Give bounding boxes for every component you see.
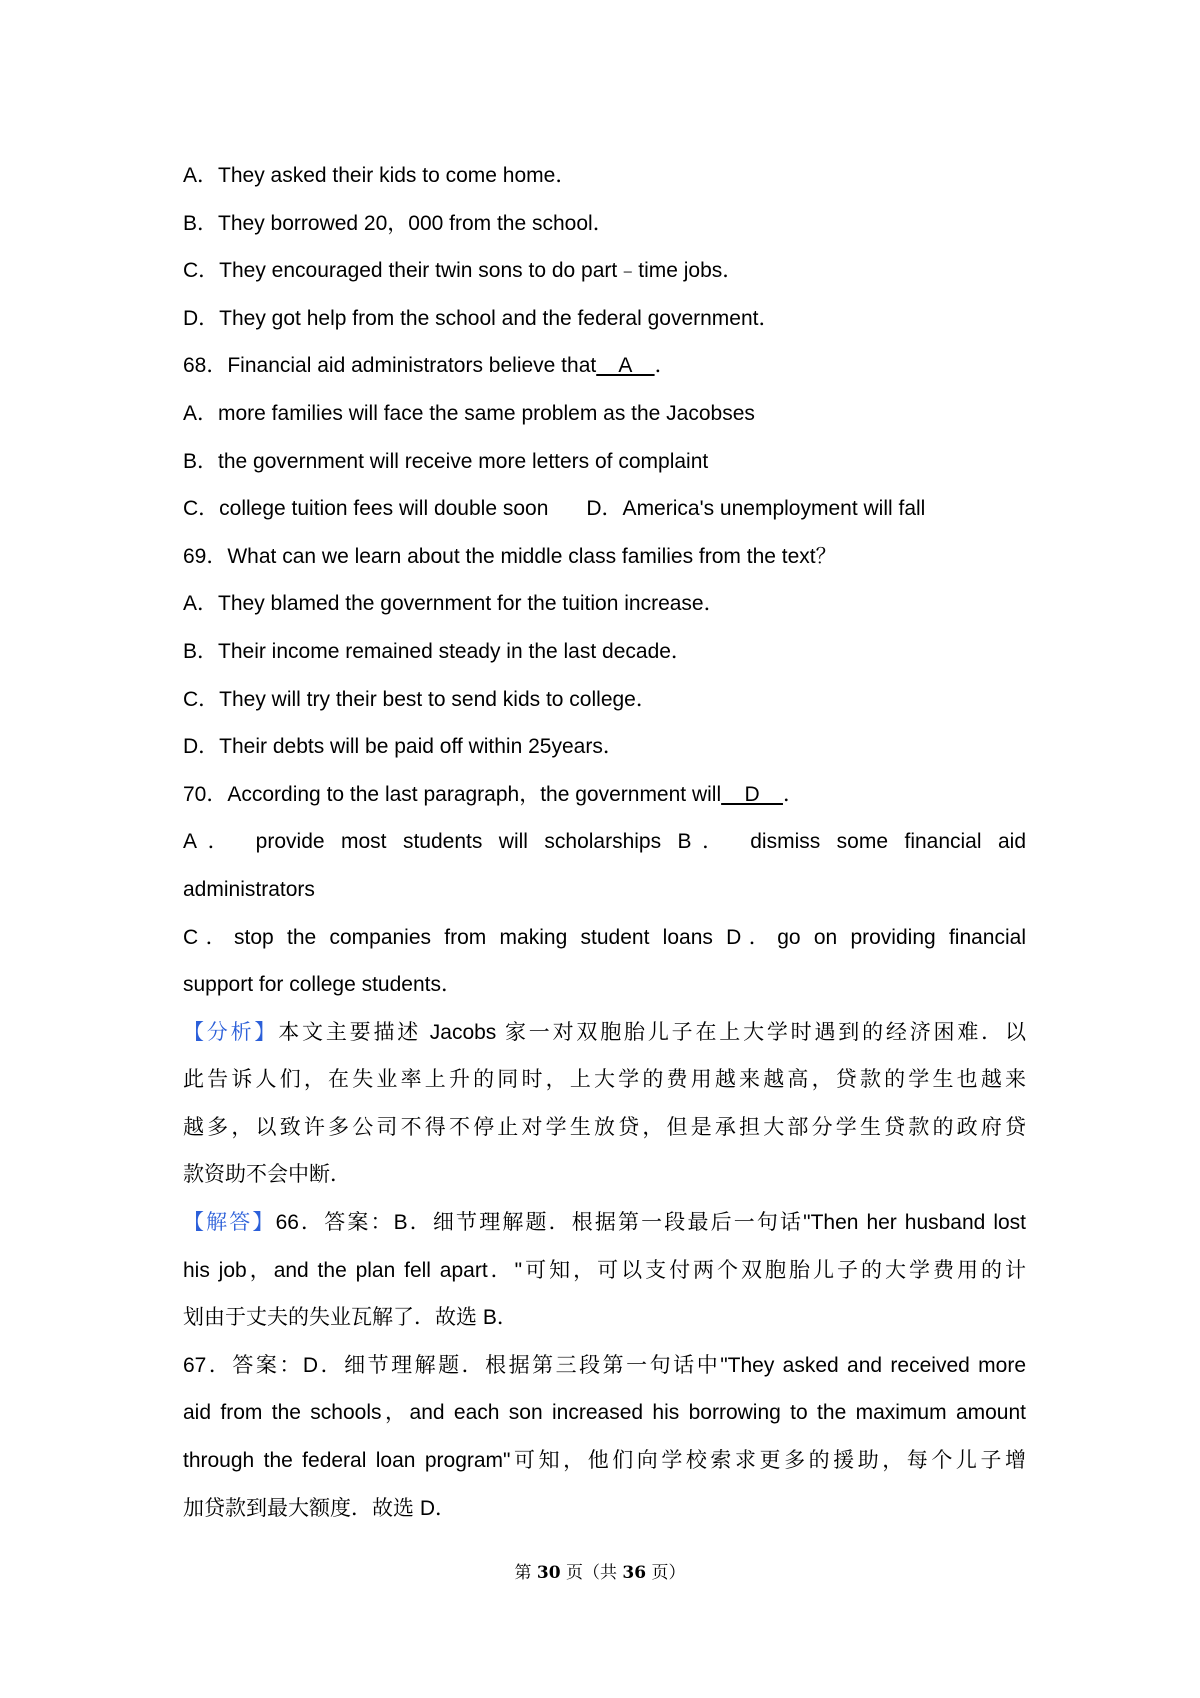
q67-option-d: D．They got help from the school and the federal government． <box>183 306 780 330</box>
q68-option-d: D．America's unemployment will fall <box>586 497 926 521</box>
footer-middle: 页（共 <box>560 1563 623 1583</box>
footer-suffix: 页） <box>646 1563 686 1583</box>
q69-option-b: B．Their income remained steady in the last decade． <box>183 639 692 663</box>
q70-answer-blank: D <box>721 782 783 806</box>
analysis-tag: 【分析】 <box>183 1020 279 1044</box>
answer-line-5: aid from the schools，and each son increased his borrowing to the maximum amount <box>183 1401 1026 1425</box>
answer-line-4: 67．答案：D．细节理解题．根据第三段第一句话中"They asked and received more <box>183 1353 1026 1377</box>
footer-page-number: 30 <box>536 1563 561 1583</box>
analysis-line-3: 越多，以致许多公司不得不停止对学生放贷，但是承担大部分学生贷款的政府贷 <box>183 1115 1026 1139</box>
q70-options-cd-cont: support for college students． <box>183 973 462 997</box>
q68-option-c: C．college tuition fees will double soon <box>183 497 549 521</box>
q70-options-ab-cont: administrators <box>183 877 315 901</box>
q70-options-ab: A． provide most students will scholarships B． dismiss some financial aid <box>183 830 1026 854</box>
q70-stem: 70．According to the last paragraph，the government will <box>183 782 722 806</box>
answer-line-6: through the federal loan program"可知，他们向学校索求更多的援助，每个儿子增 <box>183 1449 1026 1473</box>
q70-options-cd: C．stop the companies from making student loans D．go on providing financial <box>183 925 1026 949</box>
q67-option-a: A．They asked their kids to come home． <box>183 164 577 187</box>
q68-end: ． <box>654 354 676 378</box>
q70-question <box>183 771 1026 819</box>
answer-line-3: 划由于丈夫的失业瓦解了．故选 B． <box>183 1306 518 1330</box>
answer-line-1 <box>183 1199 1026 1247</box>
analysis-line-1 <box>183 1009 1026 1057</box>
q68-stem: 68．Financial aid administrators believe that <box>183 354 597 378</box>
page-footer <box>0 1558 1200 1583</box>
analysis-line-2: 此告诉人们，在失业率上升的同时，上大学的费用越来越高，贷款的学生也越来 <box>183 1068 1026 1092</box>
q69-question: 69．What can we learn about the middle class families from the text？ <box>183 544 837 568</box>
q69-option-d: D．Their debts will be paid off within 25years． <box>183 735 624 759</box>
q68-options-cd <box>183 485 1026 533</box>
analysis-text-1: 本文主要描述 Jacobs 家一对双胞胎儿子在上大学时遇到的经济困难．以 <box>278 1020 1026 1044</box>
footer-total-pages: 36 <box>622 1563 647 1583</box>
q68-option-b: B．the government will receive more letters of complaint <box>183 449 709 473</box>
q68-question <box>183 342 1026 390</box>
q70-end: ． <box>782 782 804 806</box>
q69-option-a: A．They blamed the government for the tuition increase． <box>183 592 725 616</box>
q68-option-a: A．more families will face the same problem as the Jacobses <box>183 401 755 425</box>
page-content <box>183 152 1026 1532</box>
analysis-line-4: 款资助不会中断． <box>183 1163 351 1187</box>
q67-option-b: B．They borrowed 20，000 from the school． <box>183 211 614 235</box>
answer-line-7: 加贷款到最大额度．故选 D． <box>183 1496 456 1520</box>
answer-line-2: his job，and the plan fell apart．"可知，可以支付两个双胞胎儿子的大学费用的计 <box>183 1258 1026 1282</box>
answer-text-1: 66．答案：B．细节理解题．根据第一段最后一句话"Then her husband lost <box>275 1211 1026 1235</box>
q69-option-c: C．They will try their best to send kids to college． <box>183 687 657 711</box>
q67-option-c: C．They encouraged their twin sons to do part﹣time jobs． <box>183 259 744 283</box>
q68-answer-blank: A <box>596 354 655 378</box>
answer-tag: 【解答】 <box>183 1211 276 1235</box>
footer-prefix: 第 <box>514 1563 537 1583</box>
